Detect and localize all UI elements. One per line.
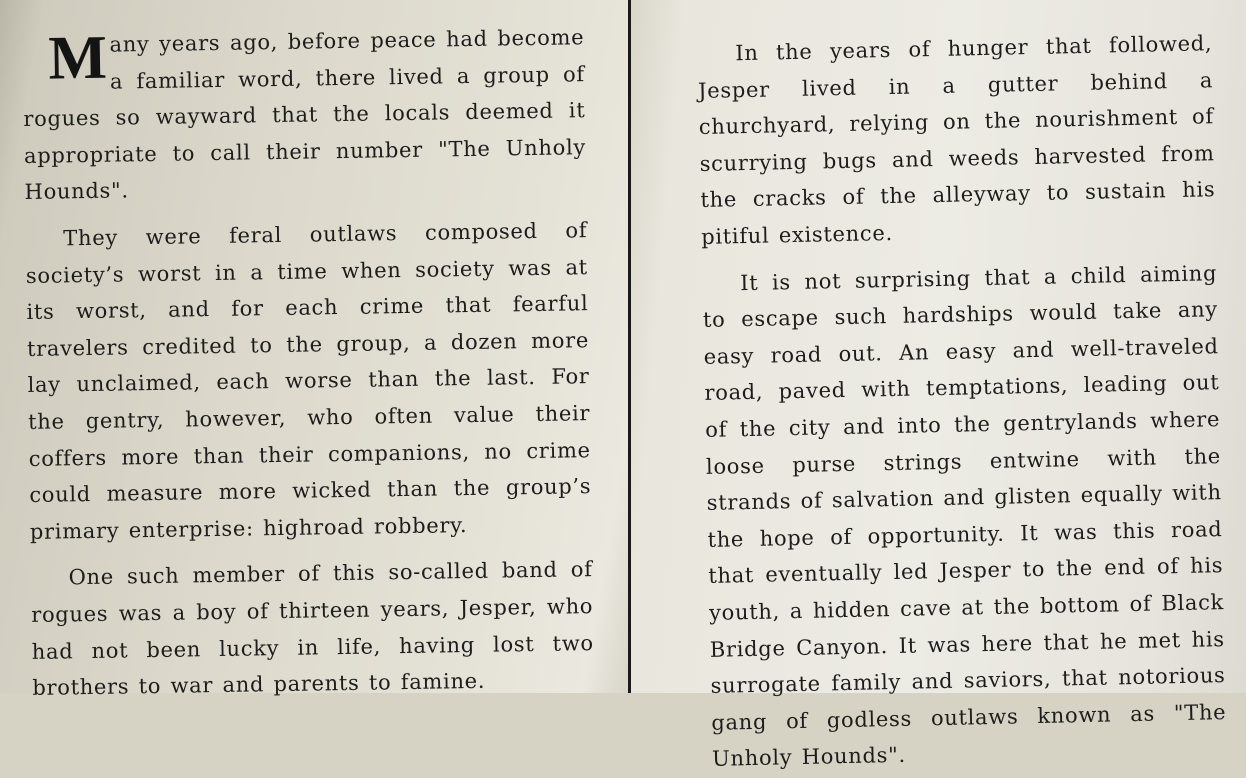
paragraph: They were feral outlaws composed of society’s worst in a time when society was at its worst, and for each crime that fearful travelers credited to the group, a dozen more lay unclaimed, each worse than the last. For the gentry, however, who often value their coffers more than their companions, no crime could measure more wicked than the group’s primary enterprise: highroad robbery. xyxy=(25,218,592,544)
paragraph: In the years of hunger that followed, Jesper lived in a gutter behind a churchyard, relying on the nourishment of scurrying bugs and weeds harvested from the cracks of the alleyway to sustain his pitiful existence. xyxy=(697,31,1216,249)
opening-paragraph xyxy=(22,19,587,211)
drop-cap: M xyxy=(47,23,109,93)
left-page xyxy=(0,0,628,701)
paragraph: One such member of this so-called band of rogues was a boy of thirteen years, Jesper, who had not been lucky in life, having lost two brothers to war and parents to famine. xyxy=(31,557,594,701)
opening-paragraph-text: any years ago, before peace had become a familiar word, there lived a group of rogues so wayward that the locals deemed it appropriate to call their number "The Unholy Hounds". xyxy=(23,25,587,205)
right-page-text xyxy=(697,25,1227,777)
paragraph: It is not surprising that a child aiming to escape such hardships would take any easy road out. An easy and well-traveled road, paved with temptations, leading out of the city and into the gentrylands where loose purse strings entwine with the strands of salvation and glisten equally with the hope of opportunity. It was this road that eventually led Jesper to the end of his youth, a hidden cave at the bottom of Black Bridge Canyon. It was here that he met his surrogate family and saviors, that notorious gang of godless outlaws known as "The Unholy Hounds". xyxy=(702,260,1227,772)
left-page-text xyxy=(22,19,595,706)
right-page xyxy=(631,0,1246,772)
